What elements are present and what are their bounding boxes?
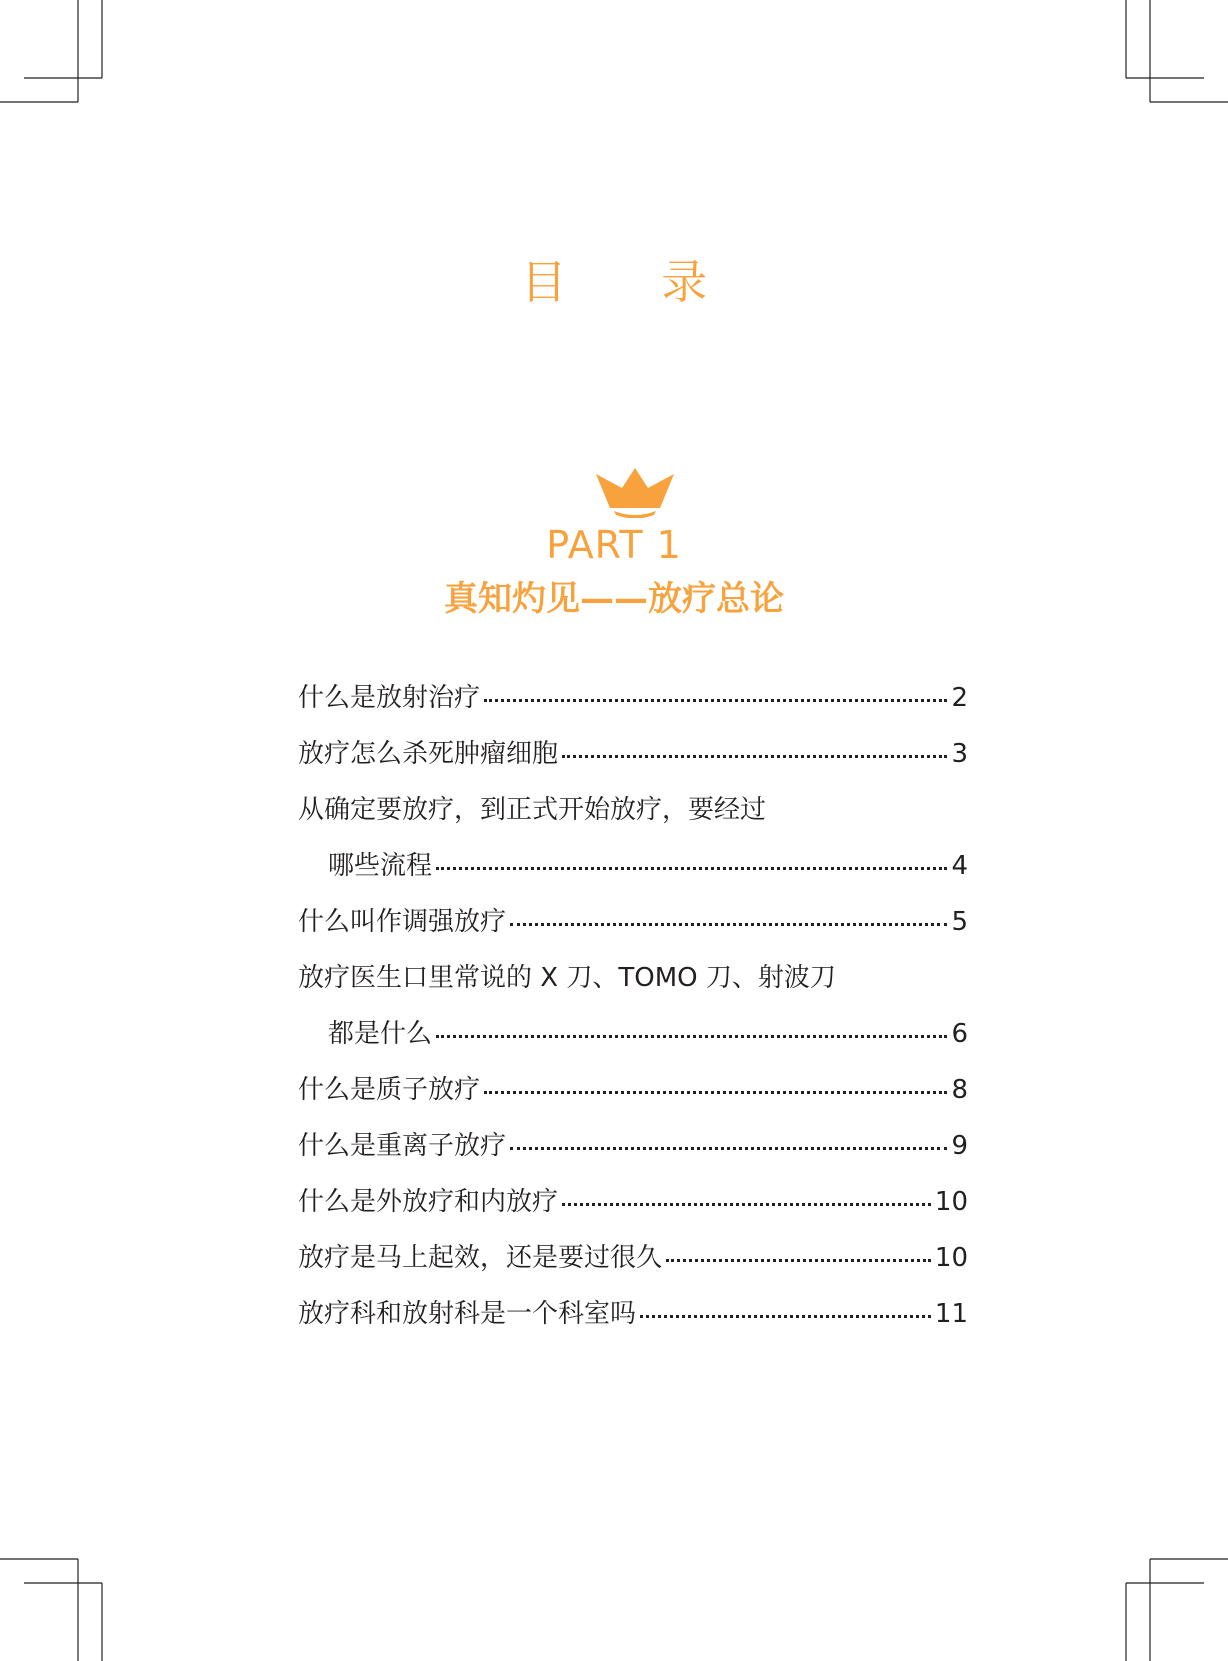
leader-dots: [510, 923, 947, 926]
toc-entry-text: 从确定要放疗，到正式开始放疗，要经过: [298, 795, 767, 825]
toc-page-number: 10: [934, 1243, 968, 1273]
toc-entry[interactable]: [298, 1174, 968, 1230]
toc-page-number: 11: [934, 1299, 968, 1329]
toc-title: 目 录: [520, 255, 748, 309]
toc-entry-text: 什么叫作调强放疗: [298, 907, 507, 937]
toc-entry-text: 什么是重离子放疗: [298, 1131, 507, 1161]
leader-dots: [666, 1259, 931, 1262]
toc-entry[interactable]: [298, 726, 968, 782]
toc-page-number: 6: [951, 1019, 968, 1049]
toc-entry-text: 放疗是马上起效，还是要过很久: [298, 1243, 663, 1273]
part-subtitle: 真知灼见——放疗总论: [444, 579, 784, 619]
toc-entry-text: 什么是放射治疗: [298, 683, 481, 713]
toc-entry-text: 放疗医生口里常说的 X 刀、TOMO 刀、射波刀: [298, 963, 836, 993]
leader-dots: [436, 1035, 947, 1038]
toc-entry[interactable]: [298, 1230, 968, 1286]
toc-entry[interactable]: [298, 1286, 968, 1342]
leader-dots: [484, 1091, 947, 1094]
toc-list: [298, 670, 968, 1342]
toc-entry[interactable]: [298, 782, 968, 894]
leader-dots: [562, 755, 947, 758]
toc-entry-text: 什么是外放疗和内放疗: [298, 1187, 559, 1217]
toc-page-number: 3: [951, 739, 968, 769]
leader-dots: [640, 1315, 931, 1318]
toc-page-number: 5: [951, 907, 968, 937]
toc-page-number: 9: [951, 1131, 968, 1161]
toc-entry[interactable]: [298, 1062, 968, 1118]
toc-entry[interactable]: [298, 670, 968, 726]
toc-entry-text: 放疗怎么杀死肿瘤细胞: [298, 739, 559, 769]
leader-dots: [510, 1147, 947, 1150]
leader-dots: [562, 1203, 931, 1206]
crown-icon: [594, 466, 676, 518]
toc-entry[interactable]: [298, 950, 968, 1062]
toc-entry-text-continued: 哪些流程: [328, 851, 433, 881]
leader-dots: [484, 699, 947, 702]
leader-dots: [436, 867, 947, 870]
toc-entry[interactable]: [298, 1118, 968, 1174]
toc-entry-text: 什么是质子放疗: [298, 1075, 481, 1105]
toc-page-number: 10: [934, 1187, 968, 1217]
toc-page-number: 2: [951, 683, 968, 713]
toc-entry-text: 放疗科和放射科是一个科室吗: [298, 1299, 637, 1329]
part-label: PART 1: [546, 523, 682, 567]
toc-page-number: 8: [951, 1075, 968, 1105]
toc-entry-text-continued: 都是什么: [328, 1019, 433, 1049]
toc-entry[interactable]: [298, 894, 968, 950]
toc-page-number: 4: [951, 851, 968, 881]
